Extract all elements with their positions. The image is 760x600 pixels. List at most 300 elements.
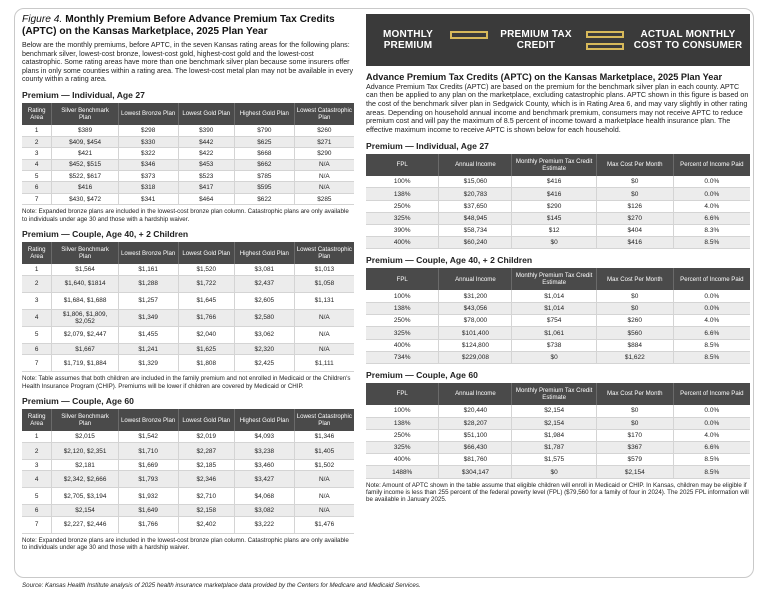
left-column: [22, 14, 354, 552]
table-cell: $622: [234, 193, 294, 204]
table-cell: 1488%: [366, 466, 439, 478]
table-cell: $2,227, $2,446: [52, 516, 118, 533]
table-cell: $2,019: [178, 431, 234, 442]
table-cell: 1: [22, 431, 52, 442]
table-cell: N/A: [294, 326, 354, 343]
table-header-row: [22, 103, 354, 125]
individual-note: Note: Expanded bronze plans are included in the lowest-cost bronze plan column. Catastrophic plans are only available to individuals under age 30 and those with a hardship waiver.: [22, 208, 349, 223]
table-cell: 6.6%: [673, 442, 750, 454]
table-cell: 6.6%: [673, 212, 750, 224]
table-cell: $3,081: [234, 264, 294, 275]
table-cell: 6: [22, 182, 52, 193]
aptc-intro: Advance Premium Tax Credits (APTC) are based on the premium for the benchmark silver plan in each county. APTC can then be applied to any plan on the marketplace, excluding catastrophic plans. APTC shown in this figure is based on the cost of the benchmark silver plan in Sedgwick County, which is in Rating Area 6, and may vary slightly in other rating areas. Depending on household annual income and benchmark premium, consumers may not receive APTC to reduce premium cost and will pay the maximum of 8.5 percent of income toward a marketplace health insurance plan. The effective maximum income to receive APTC is shown below for each household.: [366, 81, 749, 135]
table-cell: $522, $617: [52, 171, 118, 182]
couple60-premium-table: [22, 409, 354, 534]
r-couple60-aptc-table: [366, 383, 750, 479]
column-header: Rating Area: [22, 242, 52, 264]
equation-banner: [366, 14, 750, 66]
r-couple-kids-aptc-table: [366, 268, 750, 364]
table-row: [366, 212, 750, 224]
table-cell: $3,222: [234, 516, 294, 533]
table-row: [22, 275, 354, 292]
table-cell: $1,329: [118, 355, 178, 372]
table-cell: $2,185: [178, 460, 234, 471]
table-cell: $2,154: [52, 505, 118, 516]
column-header: Lowest Gold Plan: [178, 409, 234, 431]
column-header: Annual Income: [439, 154, 512, 176]
table-cell: $3,427: [234, 471, 294, 488]
table-cell: $3,082: [234, 505, 294, 516]
table-cell: $1,722: [178, 275, 234, 292]
table-cell: $290: [512, 200, 596, 212]
table-cell: 100%: [366, 290, 439, 302]
table-cell: $785: [234, 171, 294, 182]
table-cell: $373: [118, 171, 178, 182]
table-cell: $298: [118, 125, 178, 136]
table-cell: $1,667: [52, 343, 118, 354]
column-header: Silver Benchmark Plan: [52, 409, 118, 431]
table-cell: 100%: [366, 176, 439, 188]
table-cell: 4: [22, 309, 52, 326]
table-cell: 734%: [366, 351, 439, 363]
table-cell: $1,502: [294, 460, 354, 471]
table-cell: $0: [596, 290, 673, 302]
table-cell: $1,520: [178, 264, 234, 275]
column-header: Lowest Gold Plan: [178, 103, 234, 125]
table-cell: $2,181: [52, 460, 118, 471]
table-cell: 8.5%: [673, 351, 750, 363]
column-header: Monthly Premium Tax Credit Estimate: [512, 383, 596, 405]
table-cell: 1: [22, 125, 52, 136]
table-cell: $2,402: [178, 516, 234, 533]
table-row: [366, 454, 750, 466]
table-cell: $0: [596, 303, 673, 315]
table-row: [366, 303, 750, 315]
right-note: Note: Amount of APTC shown in the table assume that eligible children will enroll in Medicaid or CHIP. In Kansas, children may be eligible if family income is less than 255 percent of the federal poverty level (FPL) ($79,560 for a family of four in 2024). The 2025 FPL information will be available in January 2025.: [366, 481, 749, 504]
table-cell: $3,460: [234, 460, 294, 471]
table-cell: $260: [596, 315, 673, 327]
table-cell: $12: [512, 224, 596, 236]
table-cell: $51,100: [439, 429, 512, 441]
table-cell: $66,430: [439, 442, 512, 454]
table-cell: $738: [512, 339, 596, 351]
couple60-note: Note: Expanded bronze plans are included in the lowest-cost bronze plan column. Catastrophic plans are only available to individuals under age 30 and those with a hardship waiver.: [22, 536, 349, 552]
table-cell: N/A: [294, 171, 354, 182]
table-cell: $2,342, $2,666: [52, 471, 118, 488]
table-cell: N/A: [294, 159, 354, 170]
table-cell: $421: [52, 148, 118, 159]
column-header: Percent of Income Paid: [673, 383, 750, 405]
table-cell: 138%: [366, 303, 439, 315]
table-cell: 8.5%: [673, 454, 750, 466]
table-cell: $1,542: [118, 431, 178, 442]
table-cell: $1,241: [118, 343, 178, 354]
table-cell: $2,079, $2,447: [52, 326, 118, 343]
column-header: Lowest Gold Plan: [178, 242, 234, 264]
r-couple60-heading: Premium — Couple, Age 60: [366, 369, 478, 380]
table-cell: $1,787: [512, 442, 596, 454]
column-header: Lowest Bronze Plan: [118, 103, 178, 125]
table-row: [366, 176, 750, 188]
table-cell: 4.0%: [673, 200, 750, 212]
table-cell: $2,320: [234, 343, 294, 354]
table-cell: $2,154: [596, 466, 673, 478]
table-row: [22, 326, 354, 343]
table-cell: 325%: [366, 212, 439, 224]
table-cell: 100%: [366, 405, 439, 417]
table-cell: 3: [22, 292, 52, 309]
table-cell: $1,349: [118, 309, 178, 326]
table-cell: $1,111: [294, 355, 354, 372]
table-cell: $1,014: [512, 290, 596, 302]
table-cell: $2,154: [512, 417, 596, 429]
table-cell: 390%: [366, 224, 439, 236]
table-cell: 4.0%: [673, 429, 750, 441]
table-cell: 5: [22, 488, 52, 505]
table-cell: $1,684, $1,688: [52, 292, 118, 309]
table-cell: $1,575: [512, 454, 596, 466]
table-cell: $2,040: [178, 326, 234, 343]
table-cell: 4: [22, 159, 52, 170]
column-header: Annual Income: [439, 268, 512, 290]
individual-heading: Premium — Individual, Age 27: [22, 89, 145, 100]
table-row: [366, 327, 750, 339]
table-cell: $2,580: [234, 309, 294, 326]
table-row: [22, 182, 354, 193]
column-header: Max Cost Per Month: [596, 383, 673, 405]
table-cell: $2,425: [234, 355, 294, 372]
couple-kids-heading: Premium — Couple, Age 40, + 2 Children: [22, 229, 189, 240]
table-cell: $1,625: [178, 343, 234, 354]
r-individual-aptc-table: [366, 154, 750, 250]
table-cell: $1,131: [294, 292, 354, 309]
table-cell: 7: [22, 516, 52, 533]
column-header: Highest Gold Plan: [234, 409, 294, 431]
r-couple-kids-heading: Premium — Couple, Age 40, + 2 Children: [366, 255, 533, 266]
table-row: [366, 429, 750, 441]
table-cell: $78,000: [439, 315, 512, 327]
table-cell: $346: [118, 159, 178, 170]
table-cell: $422: [178, 148, 234, 159]
column-header: Percent of Income Paid: [673, 154, 750, 176]
table-cell: $271: [294, 136, 354, 147]
figure-label: Figure 4.: [22, 14, 63, 25]
table-cell: 325%: [366, 327, 439, 339]
table-cell: $3,062: [234, 326, 294, 343]
table-cell: $1,014: [512, 303, 596, 315]
table-cell: $170: [596, 429, 673, 441]
table-header-row: [366, 383, 750, 405]
table-cell: $2,158: [178, 505, 234, 516]
table-cell: $579: [596, 454, 673, 466]
table-cell: $322: [118, 148, 178, 159]
table-cell: $668: [234, 148, 294, 159]
couple60-heading: Premium — Couple, Age 60: [22, 396, 134, 407]
table-cell: 3: [22, 460, 52, 471]
table-cell: $662: [234, 159, 294, 170]
table-cell: $409, $454: [52, 136, 118, 147]
column-header: Lowest Catastrophic Plan: [294, 242, 354, 264]
table-row: [22, 516, 354, 533]
table-cell: 1: [22, 264, 52, 275]
couple-kids-note: Note: Table assumes that both children are included in the family premium and not enrolled in Medicaid or the Children's Health Insurance Program (CHIP). Premiums will be lower if children are covered by Medicaid or CHIP.: [22, 375, 351, 390]
equals-sign-bottom-icon: [586, 43, 624, 50]
table-row: [366, 405, 750, 417]
table-row: [22, 471, 354, 488]
table-cell: $145: [512, 212, 596, 224]
column-header: Lowest Bronze Plan: [118, 242, 178, 264]
table-cell: $290: [294, 148, 354, 159]
table-cell: 8.5%: [673, 237, 750, 249]
table-cell: 138%: [366, 417, 439, 429]
table-cell: 325%: [366, 442, 439, 454]
table-cell: $625: [234, 136, 294, 147]
table-cell: $304,147: [439, 466, 512, 478]
table-cell: $1,932: [118, 488, 178, 505]
table-cell: $1,645: [178, 292, 234, 309]
table-cell: N/A: [294, 471, 354, 488]
column-header: Lowest Catastrophic Plan: [294, 409, 354, 431]
table-cell: $417: [178, 182, 234, 193]
table-cell: $0: [596, 188, 673, 200]
table-row: [22, 460, 354, 471]
table-cell: $229,008: [439, 351, 512, 363]
table-row: [22, 505, 354, 516]
table-row: [22, 355, 354, 372]
table-cell: 0.0%: [673, 303, 750, 315]
table-cell: $1,669: [118, 460, 178, 471]
table-cell: $4,068: [234, 488, 294, 505]
table-cell: 0.0%: [673, 405, 750, 417]
banner-actual-cost: ACTUAL MONTHLY COST TO CONSUMER: [633, 28, 743, 51]
table-cell: $330: [118, 136, 178, 147]
table-cell: $1,766: [118, 516, 178, 533]
table-cell: $2,015: [52, 431, 118, 442]
table-cell: $884: [596, 339, 673, 351]
table-row: [22, 125, 354, 136]
table-cell: $20,440: [439, 405, 512, 417]
table-cell: $1,058: [294, 275, 354, 292]
table-cell: 4.0%: [673, 315, 750, 327]
table-cell: $1,806, $1,809, $2,052: [52, 309, 118, 326]
table-row: [366, 417, 750, 429]
table-row: [22, 309, 354, 326]
table-row: [366, 351, 750, 363]
table-cell: $1,640, $1814: [52, 275, 118, 292]
table-cell: $1,288: [118, 275, 178, 292]
table-cell: $2,437: [234, 275, 294, 292]
table-cell: 400%: [366, 339, 439, 351]
column-header: Percent of Income Paid: [673, 268, 750, 290]
table-cell: $1,710: [118, 443, 178, 460]
table-cell: 7: [22, 193, 52, 204]
table-row: [22, 193, 354, 204]
table-cell: $28,207: [439, 417, 512, 429]
table-cell: $81,760: [439, 454, 512, 466]
table-cell: 250%: [366, 315, 439, 327]
table-cell: 400%: [366, 237, 439, 249]
individual-premium-table: [22, 103, 354, 205]
column-header: FPL: [366, 268, 439, 290]
table-row: [22, 343, 354, 354]
banner-premium-tax-credit: PREMIUM TAX CREDIT: [500, 28, 572, 51]
column-header: Monthly Premium Tax Credit Estimate: [512, 268, 596, 290]
table-cell: $416: [596, 237, 673, 249]
table-cell: 250%: [366, 429, 439, 441]
table-cell: $58,734: [439, 224, 512, 236]
table-cell: $31,200: [439, 290, 512, 302]
right-column: [366, 14, 750, 504]
table-cell: $389: [52, 125, 118, 136]
table-cell: $20,783: [439, 188, 512, 200]
table-cell: $101,400: [439, 327, 512, 339]
table-cell: $0: [512, 351, 596, 363]
table-row: [366, 290, 750, 302]
table-cell: $0: [512, 466, 596, 478]
table-cell: $0: [596, 405, 673, 417]
table-cell: $285: [294, 193, 354, 204]
table-cell: $43,056: [439, 303, 512, 315]
table-cell: $1,649: [118, 505, 178, 516]
table-cell: $260: [294, 125, 354, 136]
table-cell: $0: [596, 417, 673, 429]
table-cell: 5: [22, 326, 52, 343]
column-header: Rating Area: [22, 409, 52, 431]
column-header: Annual Income: [439, 383, 512, 405]
column-header: FPL: [366, 154, 439, 176]
table-row: [366, 442, 750, 454]
table-row: [22, 171, 354, 182]
table-cell: 3: [22, 148, 52, 159]
table-cell: $2,705, $3,194: [52, 488, 118, 505]
table-cell: 0.0%: [673, 417, 750, 429]
table-cell: $1,013: [294, 264, 354, 275]
column-header: Silver Benchmark Plan: [52, 103, 118, 125]
r-individual-heading: Premium — Individual, Age 27: [366, 140, 489, 151]
table-cell: $560: [596, 327, 673, 339]
table-cell: $1,405: [294, 443, 354, 460]
table-header-row: [366, 268, 750, 290]
table-row: [22, 159, 354, 170]
table-cell: $48,945: [439, 212, 512, 224]
table-cell: N/A: [294, 309, 354, 326]
table-cell: $4,093: [234, 431, 294, 442]
table-cell: $416: [52, 182, 118, 193]
table-row: [366, 188, 750, 200]
table-cell: $2,346: [178, 471, 234, 488]
column-header: Rating Area: [22, 103, 52, 125]
table-cell: $270: [596, 212, 673, 224]
column-header: Highest Gold Plan: [234, 242, 294, 264]
table-cell: $1,257: [118, 292, 178, 309]
table-row: [22, 148, 354, 159]
table-cell: $1,476: [294, 516, 354, 533]
table-cell: $754: [512, 315, 596, 327]
column-header: Max Cost Per Month: [596, 268, 673, 290]
table-row: [22, 488, 354, 505]
column-header: Lowest Catastrophic Plan: [294, 103, 354, 125]
table-cell: 0.0%: [673, 188, 750, 200]
table-cell: $1,793: [118, 471, 178, 488]
table-cell: $1,455: [118, 326, 178, 343]
table-row: [366, 466, 750, 478]
equals-sign-top-icon: [586, 31, 624, 38]
table-cell: $1,161: [118, 264, 178, 275]
table-cell: $37,650: [439, 200, 512, 212]
table-row: [22, 292, 354, 309]
column-header: Lowest Bronze Plan: [118, 409, 178, 431]
table-cell: $523: [178, 171, 234, 182]
table-cell: 8.5%: [673, 466, 750, 478]
table-cell: N/A: [294, 505, 354, 516]
table-cell: $416: [512, 188, 596, 200]
table-cell: 2: [22, 136, 52, 147]
table-cell: $1,766: [178, 309, 234, 326]
table-cell: $464: [178, 193, 234, 204]
table-cell: $2,605: [234, 292, 294, 309]
column-header: Monthly Premium Tax Credit Estimate: [512, 154, 596, 176]
table-cell: $60,240: [439, 237, 512, 249]
column-header: Max Cost Per Month: [596, 154, 673, 176]
table-cell: 5: [22, 171, 52, 182]
table-cell: $341: [118, 193, 178, 204]
table-cell: 0.0%: [673, 290, 750, 302]
table-cell: $0: [512, 237, 596, 249]
banner-monthly-premium: MONTHLY PREMIUM: [383, 28, 433, 51]
table-cell: $1,346: [294, 431, 354, 442]
table-cell: $404: [596, 224, 673, 236]
column-header: Highest Gold Plan: [234, 103, 294, 125]
table-row: [366, 224, 750, 236]
table-cell: 2: [22, 275, 52, 292]
table-cell: 4: [22, 471, 52, 488]
table-cell: $790: [234, 125, 294, 136]
table-row: [22, 136, 354, 147]
table-row: [366, 200, 750, 212]
source-note: Source: Kansas Health Institute analysis of 2025 health insurance marketplace data provided by the Centers for Medicare and Medicaid Services.: [22, 582, 421, 589]
table-cell: N/A: [294, 488, 354, 505]
figure-title: [22, 14, 354, 38]
table-cell: $367: [596, 442, 673, 454]
table-row: [22, 264, 354, 275]
table-cell: 6: [22, 505, 52, 516]
table-cell: $2,287: [178, 443, 234, 460]
table-cell: 2: [22, 443, 52, 460]
table-cell: $1,622: [596, 351, 673, 363]
column-header: Silver Benchmark Plan: [52, 242, 118, 264]
couple-kids-premium-table: [22, 242, 354, 372]
table-cell: $452, $515: [52, 159, 118, 170]
table-cell: $15,060: [439, 176, 512, 188]
table-row: [366, 339, 750, 351]
table-row: [366, 237, 750, 249]
table-cell: 7: [22, 355, 52, 372]
table-cell: $442: [178, 136, 234, 147]
table-cell: $1,984: [512, 429, 596, 441]
table-cell: 6.6%: [673, 327, 750, 339]
table-cell: $430, $472: [52, 193, 118, 204]
table-cell: $2,120, $2,351: [52, 443, 118, 460]
minus-sign-icon: [450, 31, 488, 39]
table-cell: $1,808: [178, 355, 234, 372]
table-cell: $2,710: [178, 488, 234, 505]
table-row: [22, 443, 354, 460]
table-cell: 250%: [366, 200, 439, 212]
table-cell: $390: [178, 125, 234, 136]
table-cell: $1,061: [512, 327, 596, 339]
table-cell: 0.0%: [673, 176, 750, 188]
table-cell: $416: [512, 176, 596, 188]
